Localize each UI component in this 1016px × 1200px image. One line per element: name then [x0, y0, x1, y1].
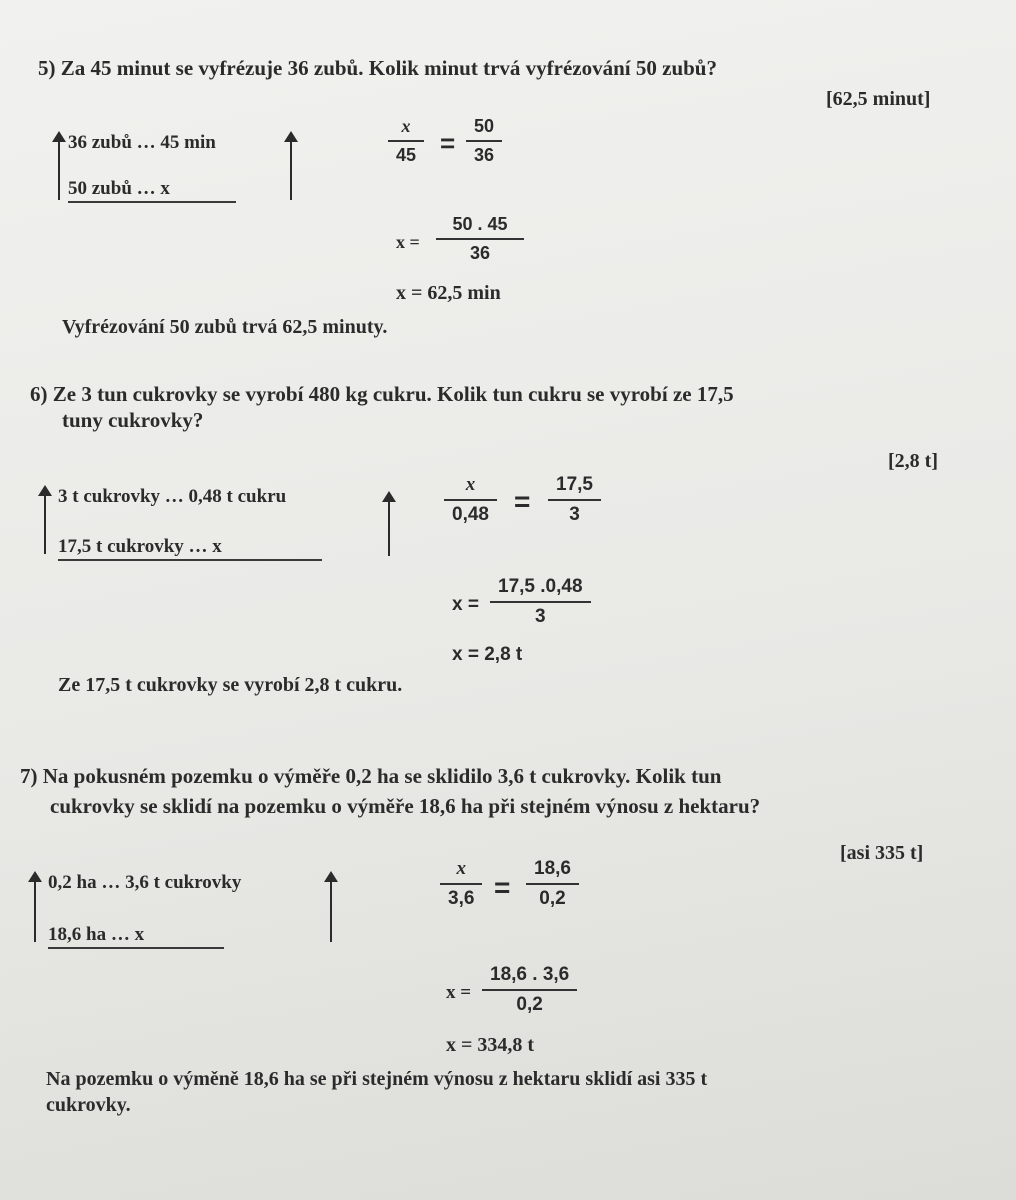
- problem-5-proportion-right: [470, 116, 498, 166]
- problem-7-question-line1: 7) Na pokusném pozemku o výměře 0,2 ha se sklidilo 3,6 t cukrovky. Kolik tun: [20, 764, 722, 788]
- problem-7-proportion-left: [444, 858, 478, 910]
- numerator: 18,6: [534, 858, 571, 879]
- problem-6-calculation: [494, 576, 587, 628]
- problem-7-question-line2: cukrovky se sklidí na pozemku o výměře 18,6 ha při stejném výnosu z hektaru?: [50, 794, 761, 818]
- problem-7-calc-lhs: x =: [446, 982, 472, 1003]
- problem-7-proportion-right: [530, 858, 575, 910]
- numerator: 50: [474, 116, 495, 136]
- arrow-up-icon: [330, 880, 332, 942]
- problem-5-conclusion: Vyfrézování 50 zubů trvá 62,5 minuty.: [62, 316, 388, 338]
- problem-5-answer: [62,5 minut]: [826, 88, 931, 110]
- denominator: 3: [490, 601, 591, 628]
- denominator: 36: [466, 140, 502, 166]
- problem-5-calculation: [436, 214, 524, 264]
- problem-7-conclusion-line1: Na pozemku o výměně 18,6 ha se při stejném výnosu z hektaru sklidí asi 335 t: [46, 1068, 708, 1090]
- problem-7-schema-row1: 0,2 ha … 3,6 t cukrovky: [48, 872, 242, 893]
- arrow-up-icon: [44, 494, 46, 554]
- problem-5-calc-lhs: x =: [396, 232, 420, 252]
- problem-6-schema-row2: 17,5 t cukrovky … x: [58, 536, 322, 561]
- equals-sign: =: [440, 128, 456, 158]
- problem-7-calculation: [486, 964, 573, 1016]
- problem-7-result: x = 334,8 t: [446, 1034, 535, 1056]
- denominator: 45: [388, 140, 424, 166]
- problem-5-schema-row2: 50 zubů … x: [68, 178, 236, 203]
- arrow-up-icon: [34, 880, 36, 942]
- problem-6-calc-lhs: x =: [452, 594, 479, 615]
- problem-5-schema-row1: 36 zubů … 45 min: [68, 132, 216, 153]
- numerator: 17,5: [556, 474, 593, 495]
- equals-sign: =: [494, 872, 511, 903]
- denominator: 3: [548, 499, 601, 526]
- problem-6-proportion-left: [448, 474, 493, 526]
- denominator: 36: [436, 238, 524, 264]
- numerator: 50 . 45: [452, 214, 508, 234]
- arrow-up-icon: [388, 500, 390, 556]
- problem-7-schema-row2: 18,6 ha … x: [48, 924, 224, 949]
- arrow-up-icon: [58, 140, 60, 200]
- problem-5-result: x = 62,5 min: [396, 282, 501, 304]
- problem-5-question: 5) Za 45 minut se vyfrézuje 36 zubů. Kolik minut trvá vyfrézování 50 zubů?: [38, 56, 717, 80]
- problem-6-question-line1: 6) Ze 3 tun cukrovky se vyrobí 480 kg cukru. Kolik tun cukru se vyrobí ze 17,5: [30, 382, 734, 406]
- numerator: 18,6 . 3,6: [490, 964, 570, 985]
- problem-6-result: x = 2,8 t: [452, 644, 523, 665]
- denominator: 0,2: [526, 883, 579, 910]
- numerator: x: [456, 858, 466, 879]
- problem-6-schema-row1: 3 t cukrovky … 0,48 t cukru: [58, 486, 287, 507]
- problem-6-proportion-right: [552, 474, 597, 526]
- problem-7-answer: [asi 335 t]: [840, 842, 924, 864]
- numerator: x: [465, 474, 476, 495]
- arrow-up-icon: [290, 140, 292, 200]
- numerator: x: [401, 116, 411, 136]
- numerator: 17,5 .0,48: [498, 576, 583, 597]
- problem-5-proportion-left: [392, 116, 420, 166]
- problem-6-conclusion: Ze 17,5 t cukrovky se vyrobí 2,8 t cukru.: [58, 674, 403, 696]
- equals-sign: =: [514, 486, 531, 517]
- denominator: 0,48: [444, 499, 497, 526]
- problem-7-conclusion-line2: cukrovky.: [46, 1094, 131, 1116]
- problem-6-question-line2: tuny cukrovky?: [62, 408, 204, 432]
- denominator: 0,2: [482, 989, 577, 1016]
- denominator: 3,6: [440, 883, 482, 910]
- problem-6-answer: [2,8 t]: [888, 450, 938, 472]
